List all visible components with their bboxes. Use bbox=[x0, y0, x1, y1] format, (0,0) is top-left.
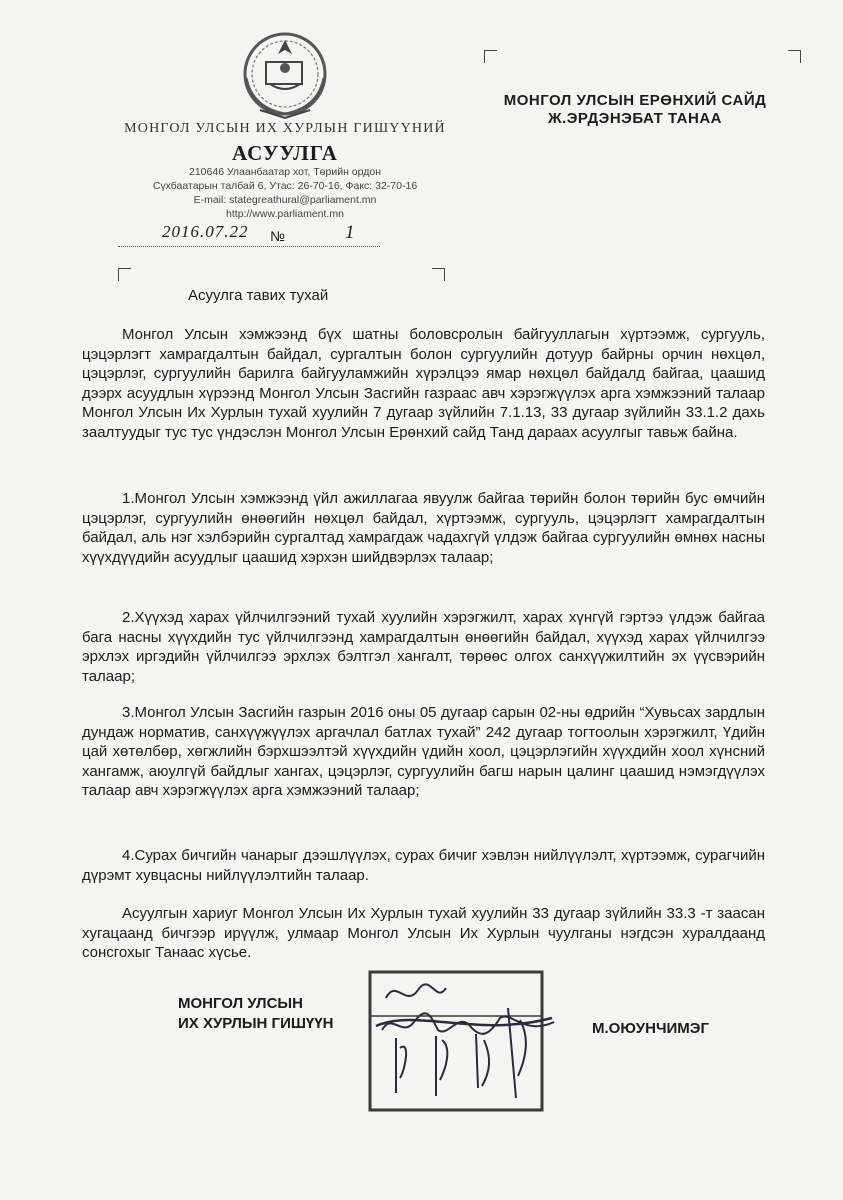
subject-line: Асуулга тавих тухай bbox=[188, 287, 329, 304]
signatory-title-line: ИХ ХУРЛЫН ГИШҮҮН bbox=[178, 1015, 334, 1032]
organization-name: МОНГОЛ УЛСЫН ИХ ХУРЛЫН ГИШҮҮНИЙ bbox=[124, 121, 446, 136]
state-emblem-icon bbox=[232, 28, 338, 120]
question-2: 2.Хүүхэд харах үйлчилгээний тухай хуулийн хэрэгжилт, харах хүнгүй гэртээ үлдэж байгаа бага насны хүүхдийн тус үйлчилгээнд хамрагдалтын өнөөгийн байдал, хүүхэд харах үйлчилгээ эрхлэх иргэдийн үйлчилгээ эрхлэх бэлтгэл хангалт, төрөөс олгох санхүүжилтийн эх үүсвэрийн талаар; bbox=[82, 609, 765, 685]
corner-mark bbox=[484, 50, 497, 63]
handwritten-number: 1 bbox=[345, 222, 355, 243]
website-line: http://www.parliament.mn bbox=[226, 208, 344, 220]
address-line: Сүхбаатарын талбай 6, Утас: 26-70-16, Факс: 32-70-16 bbox=[152, 180, 418, 192]
document-type: АСУУЛГА bbox=[232, 141, 338, 165]
question-4: 4.Сурах бичгийн чанарыг дээшлүүлэх, сурах бичиг хэвлэн нийлүүлэлт, хүртээмж, сурагчийн дүрэмт хувцасны нийлүүлэлтийн талаар. bbox=[82, 847, 765, 884]
handwritten-signature bbox=[378, 1004, 558, 1044]
signatory-title-line: МОНГОЛ УЛСЫН bbox=[178, 995, 303, 1012]
date-number-line bbox=[118, 246, 380, 247]
corner-mark bbox=[432, 268, 445, 281]
recipient-title: МОНГОЛ УЛСЫН ЕРӨНХИЙ САЙД bbox=[503, 92, 767, 109]
address-line: 210646 Улаанбаатар хот, Төрийн ордон bbox=[189, 166, 381, 178]
signatory-name: М.ОЮУНЧИМЭГ bbox=[592, 1020, 709, 1037]
email-line: E-mail: stategreathural@parliament.mn bbox=[193, 194, 377, 206]
number-label: № bbox=[270, 228, 286, 244]
recipient-name: Ж.ЭРДЭНЭБАТ ТАНАА bbox=[548, 110, 722, 127]
corner-mark bbox=[118, 268, 131, 281]
corner-mark bbox=[788, 50, 801, 63]
question-1: 1.Монгол Улсын хэмжээнд үйл ажиллагаа явуулж байгаа төрийн болон төрийн бус өмчийн цэцэрлэг, сургуулийн өнөөгийн нөхцөл байдал, хүртээмж, сургууль, цэцэрлэгт хамрагдалтын байдал, аль нэг хэлбэрийн сургалтад хамрагдаж чадахгүй үлдэж байгаа сургуулийн өмнөх насны хүүхдүүдийн асуудлыг цаашид хэрхэн шийдвэрлэх талаар; bbox=[82, 490, 765, 566]
question-3: 3.Монгол Улсын Засгийн газрын 2016 оны 05 дугаар сарын 02-ны өдрийн “Хувьсах зардлын дундаж норматив, санхүүжүүлэх аргачлал батлах тухай” 242 дугаар тогтоолын хэрэгжилт, Үдийн цай хөтөлбөр, хөгжлийн бэрхшээлтэй хүүхдийн үдийн хоол, цэцэрлэгийн хүүхдийн хоол хүнсний хангамж, аюулгүй байдлыг хангах, цэцэрлэг, сургуулийн багш нарын цалинг цаашид нэмэгдүүлэх талаар авч хэрэгжүүлэх арга хэмжээний талаар; bbox=[82, 704, 765, 800]
intro-paragraph: Монгол Улсын хэмжээнд бүх шатны боловсролын байгууллагын хүртээмж, сургууль, цэцэрлэгт хамрагдалтын байдал, сургалтын болон сургуулийн дотуур байрны орчин нөхцөл, цэцэрлэг, сургуулийн барилга байгууламжийн хүрэлцээ ямар нөхцөл байдалд байгаа, цаашид дээрх асуудлын хүрээнд Монгол Улсын Засгийн газраас авч хэрэгжүүлэх арга хэмжээний талаар Монгол Улсын Их Хурлын тухай хуулийн 7 дугаар зүйлийн 7.1.13, 33 дугаар зүйлийн 33.1.2 дахь заалтуудыг тус тус үндэслэн Монгол Улсын Ерөнхий сайд Танд дараах асуулгыг тавьж байна. bbox=[82, 326, 765, 441]
handwritten-date: 2016.07.22 bbox=[162, 222, 249, 241]
closing-paragraph: Асуулгын хариуг Монгол Улсын Их Хурлын тухай хуулийн 33 дугаар зүйлийн 33.3 -т заасан хугацаанд бичгээр ирүүлж, улмаар Монгол Улсын Их Хурлын чуулганы нэгдсэн хуралдаанд сонсгохыг Танаас хүсье. bbox=[82, 905, 765, 962]
